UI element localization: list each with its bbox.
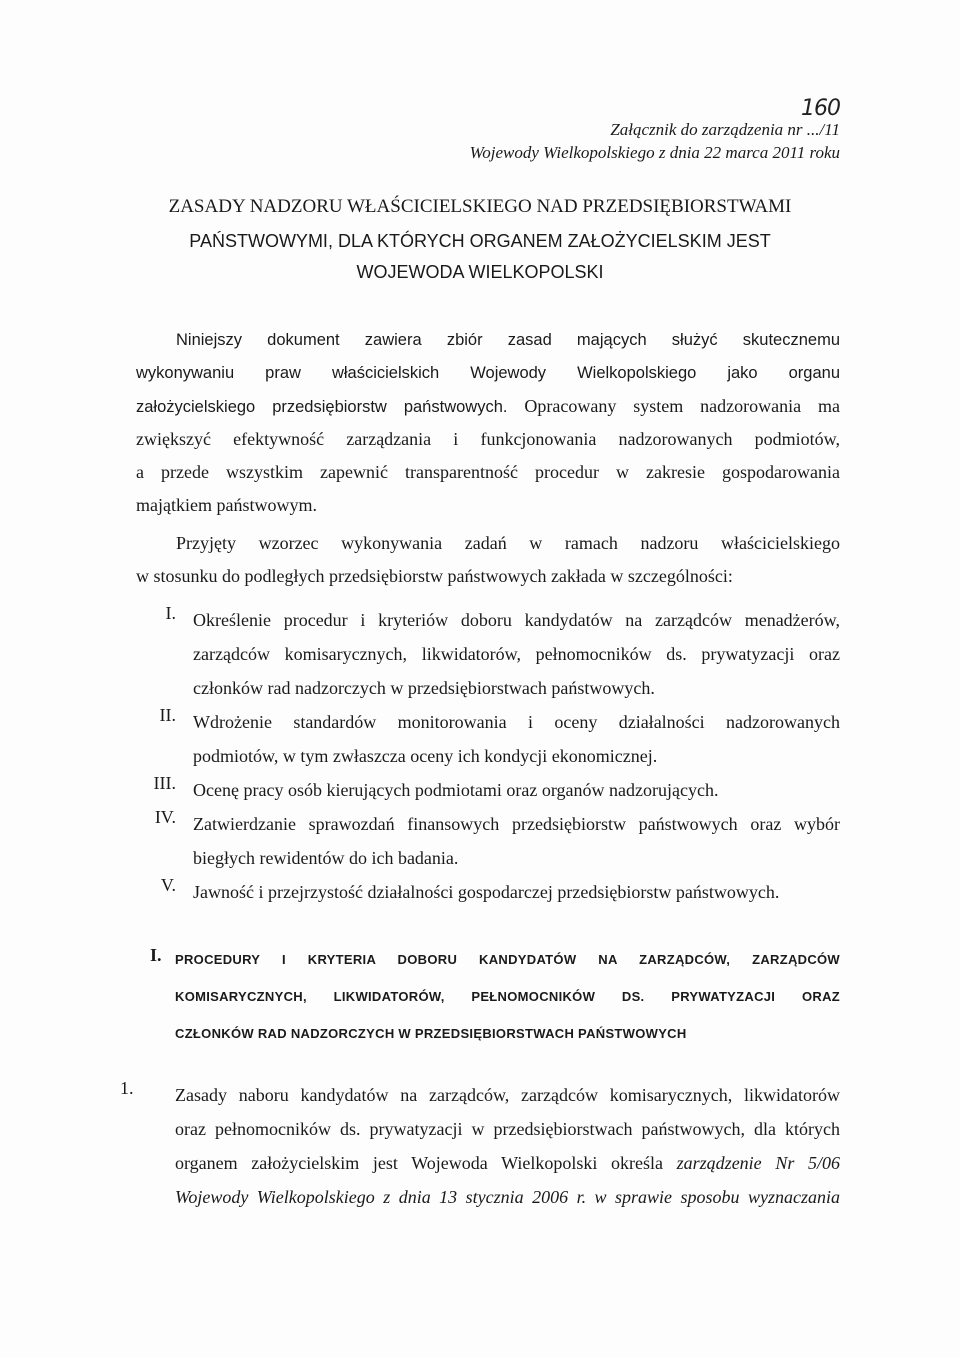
intro-line-1: Niniejszy dokument zawiera zbiór zasad mających służyć skutecznemu: [176, 331, 840, 349]
annex-date-line: Wojewody Wielkopolskiego z dnia 22 marca 2011 roku: [469, 143, 840, 162]
list-item-line: podmiotów, w tym zwłaszcza oceny ich kondycji ekonomicznej.: [193, 746, 658, 766]
section-heading-line-3: CZŁONKÓW RAD NADZORCZYCH W PRZEDSIĘBIORSTWACH PAŃSTWOWYCH: [175, 1026, 687, 1041]
list-item-number: I.: [165, 603, 176, 623]
list-item-number: II.: [159, 705, 176, 725]
point-number: 1.: [120, 1078, 134, 1098]
list-item-number: IV.: [154, 807, 176, 827]
document-title-line-2: PAŃSTWOWYMI, DLA KTÓRYCH ORGANEM ZAŁOŻYCIELSKIM JEST: [189, 231, 771, 251]
list-item-line: biegłych rewidentów do ich badania.: [193, 848, 459, 868]
document-title-line-3: WOJEWODA WIELKOPOLSKI: [356, 262, 604, 282]
list-item-number: V.: [160, 875, 176, 895]
list-item-line: członków rad nadzorczych w przedsiębiorstwach państwowych.: [193, 678, 655, 698]
section-heading-line-1: PROCEDURY I KRYTERIA DOBORU KANDYDATÓW NA ZARZĄDCÓW, ZARZĄDCÓW: [175, 952, 840, 967]
point-line-3: organem założycielskim jest Wojewoda Wielkopolski określa zarządzenie Nr 5/06: [175, 1153, 840, 1173]
list-item-line: Zatwierdzanie sprawozdań finansowych przedsiębiorstw państwowych oraz wybór: [193, 814, 840, 834]
list-item-line: Jawność i przejrzystość działalności gospodarczej przedsiębiorstw państwowych.: [193, 882, 780, 902]
section-heading-line-2: KOMISARYCZNYCH, LIKWIDATORÓW, PEŁNOMOCNIKÓW DS. PRYWATYZACJI ORAZ: [175, 989, 840, 1004]
section-number: I.: [150, 945, 162, 965]
list-item-number: III.: [153, 773, 176, 793]
list-item-line: Określenie procedur i kryteriów doboru kandydatów na zarządców menadżerów,: [193, 610, 840, 630]
intro-line-6: majątkiem państwowym.: [136, 495, 317, 515]
intro-line-3: założycielskiego przedsiębiorstw państwowych. Opracowany system nadzorowania ma: [136, 396, 840, 416]
list-item-line: zarządców komisarycznych, likwidatorów, pełnomocników ds. prywatyzacji oraz: [193, 644, 840, 664]
intro-line-4: zwiększyć efektywność zarządzania i funkcjonowania nadzorowanych podmiotów,: [136, 429, 840, 449]
list-item-line: Ocenę pracy osób kierujących podmiotami oraz organów nadzorujących.: [193, 780, 719, 800]
intro-line-2: wykonywaniu praw właścicielskich Wojewody Wielkopolskiego jako organu: [136, 364, 840, 382]
point-line-4: Wojewody Wielkopolskiego z dnia 13 stycznia 2006 r. w sprawie sposobu wyznaczania: [175, 1187, 840, 1207]
model-line-2: w stosunku do podległych przedsiębiorstw państwowych zakłada w szczególności:: [136, 566, 733, 586]
point-line-1: Zasady naboru kandydatów na zarządców, zarządców komisarycznych, likwidatorów: [175, 1085, 840, 1105]
annex-reference-line: Załącznik do zarządzenia nr .../11: [610, 120, 840, 139]
handwritten-page-number: 160: [801, 96, 840, 121]
list-item-line: Wdrożenie standardów monitorowania i oceny działalności nadzorowanych: [193, 712, 840, 732]
point-line-2: oraz pełnomocników ds. prywatyzacji w przedsiębiorstwach państwowych, dla których: [175, 1119, 840, 1139]
document-title-line-1: ZASADY NADZORU WŁAŚCICIELSKIEGO NAD PRZEDSIĘBIORSTWAMI: [168, 196, 792, 217]
model-line-1: Przyjęty wzorzec wykonywania zadań w ramach nadzoru właścicielskiego: [176, 533, 840, 553]
intro-line-5: a przede wszystkim zapewnić transparentność procedur w zakresie gospodarowania: [136, 462, 840, 482]
